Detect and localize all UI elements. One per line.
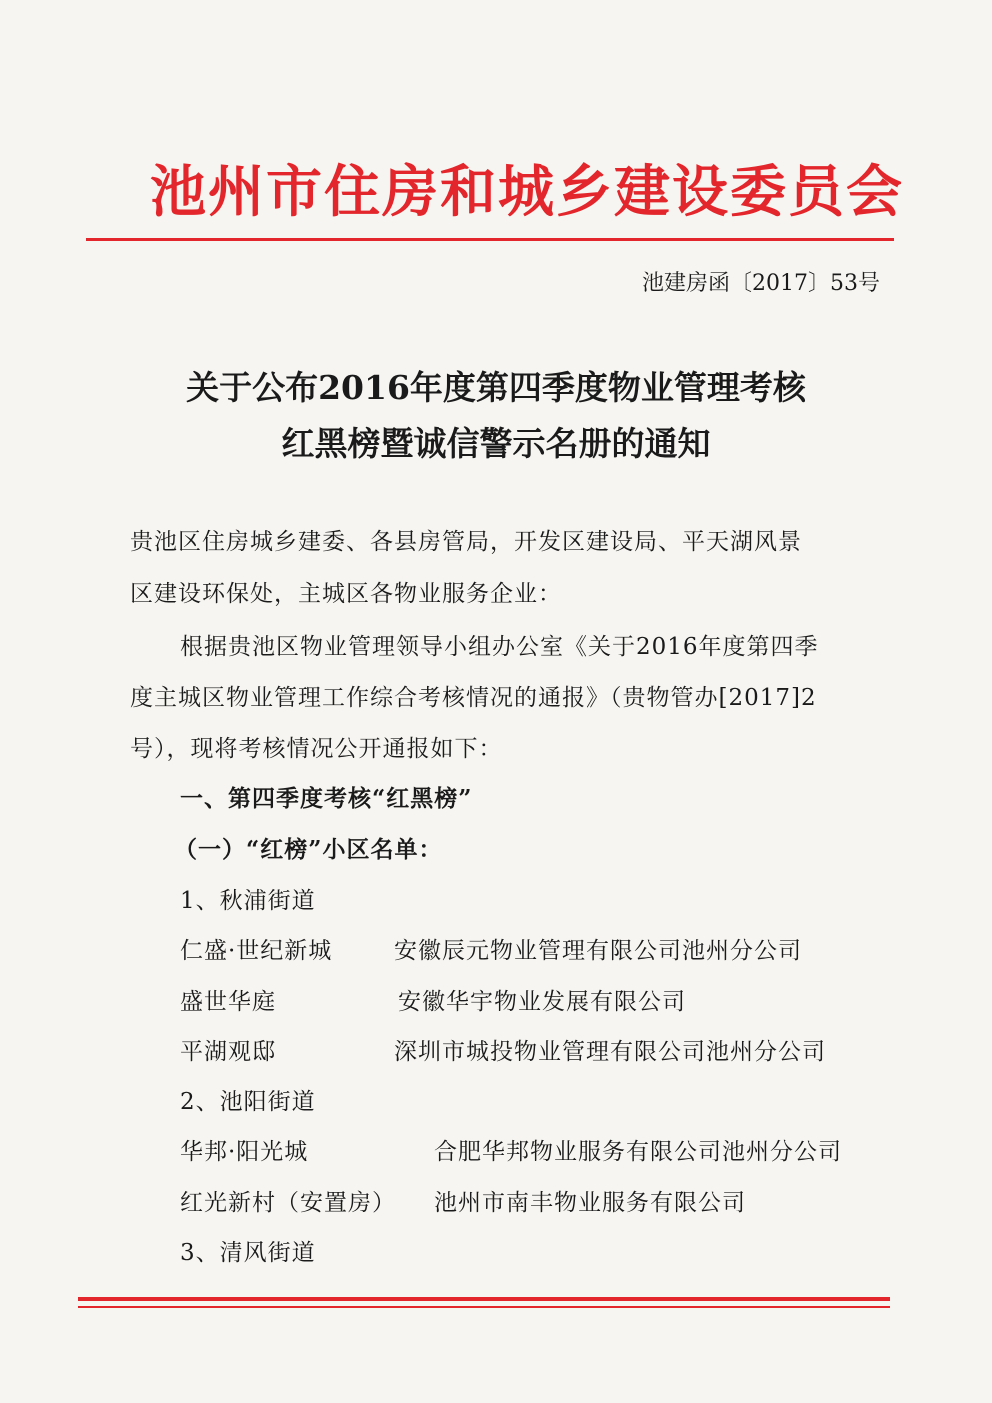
addressee-line-1: 贵池区住房城乡建委、各县房管局，开发区建设局、平天湖风景 xyxy=(130,529,802,555)
community-name: 仁盛·世纪新城 xyxy=(180,938,333,964)
org-letterhead: 池州市住房和城乡建设委员会 xyxy=(150,160,904,225)
company-name: 深圳市城投物业管理有限公司池州分公司 xyxy=(394,1039,826,1065)
street-heading-3: 3、清风街道 xyxy=(180,1240,316,1266)
subsection-heading: （一）“红榜”小区名单： xyxy=(174,836,443,863)
company-name: 安徽辰元物业管理有限公司池州分公司 xyxy=(394,938,802,964)
letterhead-divider xyxy=(86,238,894,241)
community-name: 盛世华庭 xyxy=(180,989,276,1015)
company-name: 安徽华宇物业发展有限公司 xyxy=(398,989,686,1015)
footer-divider-thin xyxy=(78,1306,890,1308)
document-number: 池建房函〔2017〕53号 xyxy=(642,271,880,296)
community-name: 平湖观邸 xyxy=(180,1039,276,1065)
footer-divider-thick xyxy=(78,1297,890,1301)
company-name: 合肥华邦物业服务有限公司池州分公司 xyxy=(434,1139,842,1165)
paragraph-line-2: 度主城区物业管理工作综合考核情况的通报》（贵物管办[2017]2 xyxy=(130,685,817,711)
street-heading-1: 1、秋浦街道 xyxy=(180,888,316,914)
paragraph-line-1: 根据贵池区物业管理领导小组办公室《关于2016年度第四季 xyxy=(180,634,819,660)
company-name: 池州市南丰物业服务有限公司 xyxy=(434,1190,746,1216)
community-name: 红光新村（安置房） xyxy=(180,1190,396,1216)
section-heading: 一、第四季度考核“红黑榜” xyxy=(180,785,473,812)
community-name: 华邦·阳光城 xyxy=(180,1139,309,1165)
document-title-line-1: 关于公布2016年度第四季度物业管理考核 xyxy=(186,368,806,407)
document-title-line-2: 红黑榜暨诚信警示名册的通知 xyxy=(281,424,711,463)
paragraph-line-3: 号），现将考核情况公开通报如下： xyxy=(130,736,503,762)
addressee-line-2: 区建设环保处，主城区各物业服务企业： xyxy=(130,581,562,607)
street-heading-2: 2、池阳街道 xyxy=(180,1089,316,1115)
